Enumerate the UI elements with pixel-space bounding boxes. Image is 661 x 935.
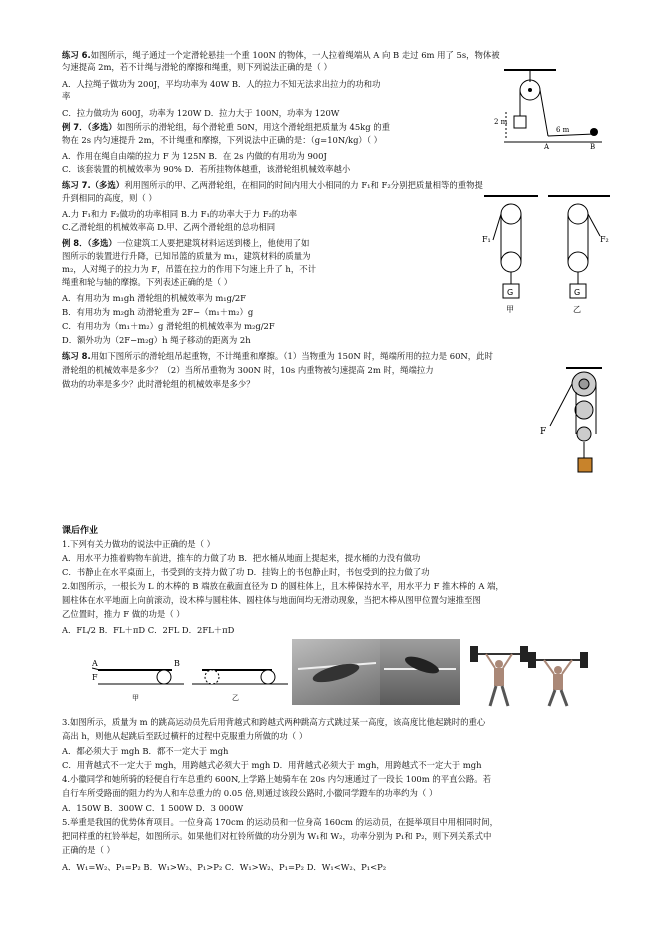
force-f1-label: F₁: [482, 235, 491, 244]
ex8-option-d: D．额外功为（2F−m₂g）h 绳子移动的距离为 2h: [62, 335, 251, 345]
label-b: B: [590, 143, 596, 150]
ex8-line1: 例 8．（多选）一位建筑工人要把建筑材料运送到楼上，他使用了如: [62, 238, 310, 248]
hw-q3-options1: A．都必须大于 mgh B．都不一定大于 mgh: [62, 746, 229, 756]
ex7b-line2: 升到相同的高度，则（ ）: [62, 193, 157, 203]
hw-q5-options: A．W₁=W₂、P₁=P₂ B．W₁>W₂、P₁>P₂ C．W₁>W₂、P₁=P₂ D．W₁<W₂、P₁<P₂: [62, 862, 387, 872]
weightlifters-figure: [468, 636, 590, 708]
ex8-option-c: C．有用功为（m₁＋m₂）g 滑轮组的机械效率为 m₂g/2F: [62, 321, 275, 331]
hw-q2-line3: 乙位置时，推力 F 做的功是（ ）: [62, 609, 185, 619]
force-f-label: F: [540, 427, 547, 437]
pulley-systems-figure: [478, 192, 618, 334]
hw-q1: 1.下列有关力做功的说法中正确的是（ ）: [62, 539, 216, 549]
ex8b-line2: 滑轮组的机械效率是多少？（2）当所吊重物为 300N 时，10s 内重物被匀速提高 2m 时，绳端拉力: [62, 365, 434, 375]
homework-title: 课后作业: [62, 526, 99, 536]
ex8-line2: 图所示的装置进行升降，已知吊篮的质量为 m₁，建筑材料的质量为: [62, 251, 311, 261]
label-6m: 6 m: [556, 126, 570, 134]
hw-q3-options2: C．用背越式不一定大于 mgh，用跨越式必须大于 mgh D．用背越式必须大于 mgh，用跨越式不一定大于 mgh: [62, 760, 482, 770]
ex8-option-a: A．有用功为 m₁gh 滑轮组的机械效率为 m₁g/2F: [62, 293, 246, 303]
fixed-pulley-figure: [486, 68, 606, 150]
high-jump-photo-2: [380, 639, 460, 705]
ex7a-line2: 物在 2s 内匀速提升 2m，不计绳重和摩擦，下列说法中正确的是：（g=10N/kg）（ ）: [62, 135, 383, 145]
ex7b-option-ab: A.力 F₁和力 F₂做功的功率相同 B.力 F₁的功率大于力 F₂的功率: [62, 209, 298, 219]
hw-q3-line2: 高出 h，则他从起跳后至跃过横杆的过程中克服重力所做的功（ ）: [62, 731, 308, 741]
label-a: A: [544, 143, 550, 150]
ex7a-option-ab: A．作用在绳自由端的拉力 F 为 125N B．在 2s 内做的有用功为 900J: [62, 151, 327, 161]
ex6-title: 练习 6.: [62, 50, 91, 60]
compound-pulley-figure: [540, 366, 612, 484]
label-2m: 2 m: [494, 118, 508, 126]
hw-q5-line2: 把同样重的杠铃举起，如图所示。如果他们对杠铃所做的功分别为 W₁和 W₂，功率分别为 P₁和 P₂，则下列关系式中: [62, 831, 492, 841]
hw-q5-line1: 5.举重是我国的优势体育项目。一位身高 170cm 的运动员和一位身高 160cm 的运动员，在挺举项目中用相同时间，: [62, 817, 498, 827]
rod-label-b: B: [174, 659, 180, 668]
rod-cylinder-figure: [92, 640, 292, 712]
ex6-option-cd: C．拉力做功为 600J，功率为 120W D．拉力大于 100N，功率为 120W: [62, 108, 340, 118]
ex6-option-ab: A．人拉绳子做功为 200J，平均功率为 40W B．人的拉力不知无法求出拉力的功和功: [62, 79, 381, 89]
hw-q4-line1: 4.小徽同学和她所骑的轻便自行车总重约 600N,上学路上她骑车在 20s 内匀速通过了一段长 100m 的平直公路。若: [62, 774, 491, 784]
ex6-line2: 匀速提高 2m，若不计绳与滑轮的摩擦和绳重，则下列说法正确的是（ ）: [62, 62, 332, 72]
ex6-option-ab-cont: 率: [62, 91, 71, 101]
rod-label-f: F: [92, 673, 98, 682]
force-f2-label: F₂: [600, 235, 609, 244]
rod-caption-yi: 乙: [232, 694, 239, 702]
hw-q4-options: A．150W B．300W C．1 500W D．3 000W: [62, 803, 244, 813]
hw-q1-cd: C．书静止在水平桌面上，书受到的支持力做了功 D．挂钩上的书包静止时，书包受到的拉力做了功: [62, 567, 430, 577]
weight-label-jia: G: [507, 288, 514, 297]
hw-q2-line1: 2.如图所示，一根长为 L 的木棒的 B 端放在截面直径为 D 的圆柱体上，且木棒保持水平，用水平力 F 推木棒的 A 端，: [62, 581, 504, 591]
ex8b-line1: 练习 8.用如下图所示的滑轮组吊起重物，不计绳重和摩擦。（1）当物重为 150N 时，绳端所用的拉力是 60N，此时: [62, 351, 493, 361]
ex8-line4: 绳重和轮与轴的摩擦。下列表述正确的是（ ）: [62, 277, 233, 287]
hw-q4-line2: 自行车所受路面的阻力约为人和车总重力的 0.05 倍,则通过该段公路时,小徽同学蹬车的功率约为（ ）: [62, 788, 438, 798]
hw-q1-ab: A．用水平力推着购物车前进，推车的力做了功 B．把水桶从地面上提起来，提水桶的力没有做功: [62, 553, 421, 563]
hw-q2-line2: 圆柱体在水平地面上向前滚动，设木棒与圆柱体、圆柱体与地面间均无滑动现象，当把木棒从图甲位置匀速推至图: [62, 595, 481, 605]
caption-yi: 乙: [573, 305, 581, 314]
hw-q2-options: A．FL/2 B．FL＋πD C．2FL D．2FL＋πD: [62, 625, 235, 635]
ex8-line3: m₂，人对绳子的拉力为 F，吊篮在拉力的作用下匀速上升了 h，不计: [62, 264, 316, 274]
ex7a-option-cd: C．该套装置的机械效率为 90% D．若所挂物体越重，该滑轮组机械效率越小: [62, 164, 351, 174]
caption-jia: 甲: [506, 305, 514, 314]
weight-label-yi: G: [574, 288, 581, 297]
rod-caption-jia: 甲: [132, 694, 139, 702]
ex6-line1: 练习 6.如图所示，绳子通过一个定滑轮悬挂一个重 100N 的物体，一人拉着绳端从 A 向 B 走过 6m 用了 5s，物体被: [62, 50, 500, 60]
ex8-option-b: B．有用功为 m₂gh 动滑轮重为 2F−（m₁＋m₂）g: [62, 307, 254, 317]
ex7a-line1: 例 7．（多选）如图所示的滑轮组，每个滑轮重 50N，用这个滑轮组把质量为 45kg 的重: [62, 122, 390, 132]
high-jump-photo-1: [292, 639, 380, 705]
hw-q5-line3: 正确的是（ ）: [62, 845, 115, 855]
rod-label-a: A: [92, 659, 98, 668]
ex7b-option-cd: C.乙滑轮组的机械效率高 D.甲、乙两个滑轮组的总功相同: [62, 222, 276, 232]
hw-q3-line1: 3.如图所示，质量为 m 的跳高运动员先后用背越式和跨越式两种跳高方式跳过某一高度，该高度比他起跳时的重心: [62, 717, 486, 727]
ex8b-line3: 做功的功率是多少？此时滑轮组的机械效率是多少？: [62, 379, 255, 389]
ex7b-line1: 练习 7.（多选）利用图所示的甲、乙两滑轮组，在相同的时间内用大小相同的力 F₁和 F₂分别把质量相等的重物提: [62, 180, 483, 190]
